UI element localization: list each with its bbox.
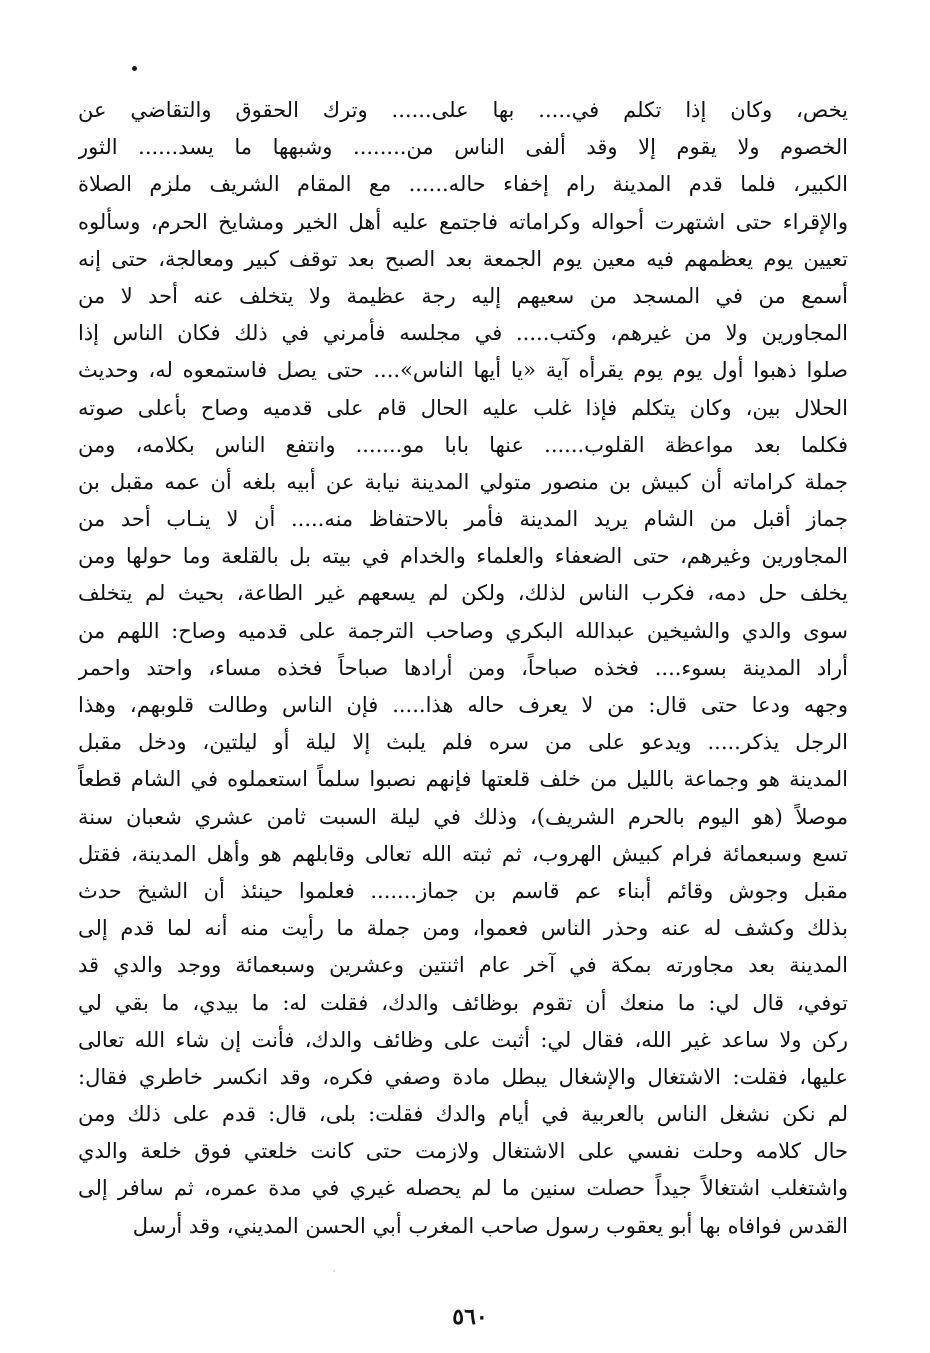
page-number: ٥٦٠ (452, 1304, 488, 1330)
text-line: واشتغلب اشتغالاً جيداً حصلت سنين ما لم يحصله غيري في مدة عمره، ثم سافر إلى (78, 1176, 848, 1201)
ink-dot (132, 66, 137, 71)
text-line: وجهه ودعا حتى قال: من لا يعرف حاله هذا..... فإن الناس وطالت قلوبهم، وهذا (78, 693, 848, 717)
text-line: جملة كراماته أن كبيش بن منصور متولي المدينة نيابة عن أبيه بلغه أن عمه مقبل بن (78, 469, 848, 494)
text-line: والإقراء حتى اشتهرت أحواله وكراماته فاجتمع عليه أهل الخير ومشايخ الحرم، وسألوه (78, 209, 848, 234)
text-line: فكلما بعد مواعظة القلوب...... عنها بابا مو....... وانتفع الناس بكلامه، ومن (78, 432, 848, 457)
text-line: بذلك وكشف له عنه وحذر الناس فعموا، ومن جملة ما رأيت منه أنه لما قدم إلى (78, 916, 848, 941)
text-line: مقبل وجوش وقائم أبناء عم قاسم بن جماز....... فعلموا حينئذ أن الشيخ حدث (78, 878, 848, 903)
text-line: المجاورين ولا من غيرهم، وكتب..... في مجلسه فأمرني في ذلك فكان الناس إذا (78, 321, 848, 346)
text-line: الرجل يذكر..... ويدعو على من سره فلم يلبث إلا ليلة أو ليلتين، ودخل مقبل (78, 730, 848, 755)
text-line: الحلال بين، وكان يتكلم فإذا غلب عليه الحال قام على قدميه وصاح بأعلى صوته (78, 395, 848, 420)
text-line: المدينة بعد مجاورته بمكة في آخر عام اثنتين وعشرين وسبعمائة ووجد والدي قد (78, 953, 848, 978)
text-line: صلوا ذهبوا أول يوم يوم يقرأه آية «يا أيها الناس».... حتى يصل فاستمعوه له، وحديث (78, 358, 848, 383)
text-line: يخص، وكان إذا تكلم في..... بها على...... وترك الحقوق والتقاضي عن (78, 98, 848, 122)
text-line: المدينة هو وجماعة بالليل من خلف قلعتها فإنهم نصبوا سلماً استعملوه في الشام قطعاً (78, 767, 848, 792)
text-line: أراد المدينة بسوء.... فخذه صباحاً، ومن أرادها صباحاً فخذه مساء، واحتد واحمر (78, 655, 848, 680)
text-line: يخلف حل دمه، فكرب الناس لذلك، ولكن لم يسعهم غير الطاعة، بحيث لم يتخلف (78, 581, 848, 606)
text-line: لم نكن نشغل الناس بالعربية في أيام والدك فقلت: بلى، قال: قدم على ذلك ومن (78, 1102, 848, 1127)
text-line: المجاورين وغيرهم، حتى الضعفاء والعلماء والخدام في بيته بل بالقلعة وما حولها ومن (78, 544, 848, 569)
text-line: تسع وسبعمائة فرام كبيش الهروب، ثم ثبته الله تعالى وقابلهم هو وأهل المدينة، فقتل (78, 841, 848, 866)
body-text (78, 92, 848, 1245)
text-line: الكبير، فلما قدم المدينة رام إخفاء حاله...... مع المقام الشريف ملزم الصلاة (78, 172, 848, 197)
text-line: توفي، قال لي: ما منعك أن تقوم بوظائف والدك، فقلت له: ما بيدي، ما بقي لي (78, 990, 848, 1015)
text-line: الخصوم ولا يقوم إلا وقد ألفى الناس من........ وشبهها ما يسد...... الثور (78, 135, 848, 160)
text-line: ركن ولا ساعد غير الله، فقال لي: أثبت على وظائف والدك، فأنت إن شاء الله تعالى (78, 1027, 848, 1052)
text-line: أسمع من في المسجد من سعيهم إليه رجة عظيمة ولا يتخلف عنه أحد لا من (78, 283, 848, 308)
text-line: القدس فوافاه بها أبو يعقوب رسول صاحب المغرب أبي الحسن المديني، وقد أرسل (132, 1213, 848, 1238)
text-line: جماز أقبل من الشام يريد المدينة فأمر بالاحتفاظ منه..... أن لا ينـاب أحد من (78, 507, 848, 532)
text-line: سوى والدي والشيخين عبدالله البكري وصاحب الترجمة على قدميه وصاح: اللهم من (78, 618, 848, 643)
text-line: تعيين يوم يعظمهم فيه معين يوم الجمعة بعد الصبح بعد توقف كبير ومعالجة، حتى إنه (78, 246, 848, 271)
text-line: عليها، فقلت: الاشتغال والإشغال يبطل مادة وصفي فكره، وقد انكسر خاطري فقال: (78, 1064, 848, 1089)
text-line: موصلاً (هو اليوم بالحرم الشريف)، وذلك في ليلة السبت ثامن عشري شعبان سنة (78, 804, 848, 829)
text-line: حال كلامه وحلت نفسي على الاشتغال ولازمت حتى كانت خلعتي فوق خلعة والدي (78, 1139, 848, 1164)
